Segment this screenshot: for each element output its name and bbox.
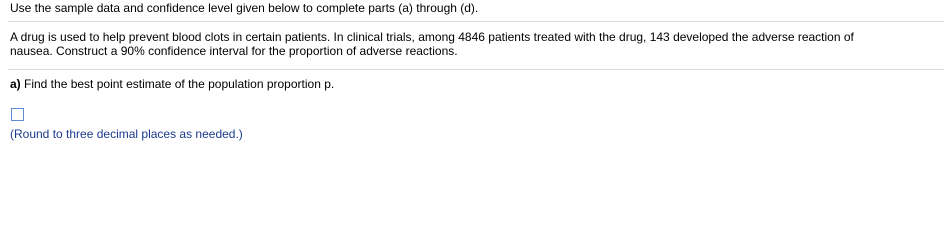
part-a-question <box>10 77 334 91</box>
answer-input-box[interactable] <box>11 108 24 121</box>
part-a-label: a) <box>10 77 21 91</box>
problem-line-1: A drug is used to help prevent blood clots in certain patients. In clinical trials, among 4846 patients treated with the drug, 143 developed the adverse reaction of <box>10 30 854 44</box>
instructions-text: Use the sample data and confidence level given below to complete parts (a) through (d). <box>10 1 479 15</box>
rounding-hint: (Round to three decimal places as needed.) <box>10 127 243 141</box>
top-divider <box>8 21 944 22</box>
section-divider <box>8 69 944 70</box>
part-a-question-text: Find the best point estimate of the population proportion p. <box>20 77 335 91</box>
problem-line-2: nausea. Construct a 90% confidence interval for the proportion of adverse reactions. <box>10 44 458 58</box>
problem-statement <box>10 30 940 58</box>
